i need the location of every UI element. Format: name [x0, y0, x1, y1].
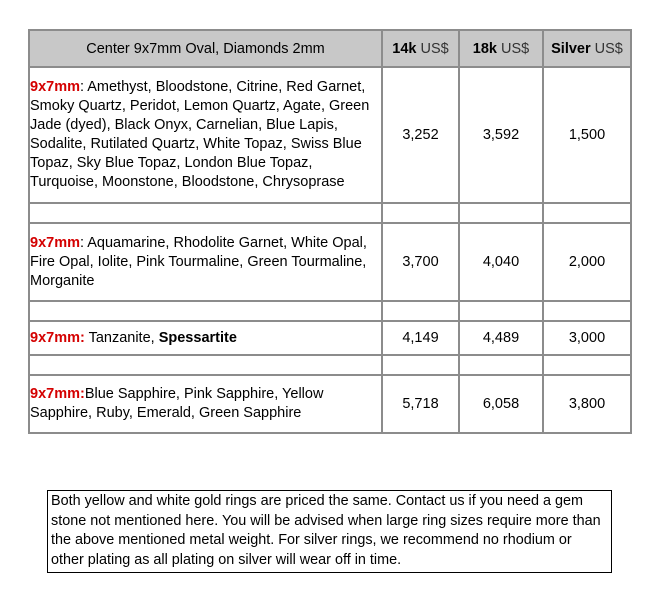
table-row	[29, 223, 631, 301]
size-label: 9x7mm	[30, 79, 80, 95]
spacer-row	[29, 355, 631, 375]
price-14k: 4,149	[382, 321, 459, 355]
table-row	[29, 375, 631, 433]
gem-names: Blue Sapphire, Pink Sapphire, Yellow Sapphire, Ruby, Emerald, Green Sapphire	[30, 386, 324, 421]
gem-names-bold: Spessartite	[158, 329, 237, 346]
table-row	[29, 321, 631, 355]
size-label: 9x7mm:	[30, 386, 85, 402]
pricing-note: Both yellow and white gold rings are priced the same. Contact us if you need a gem stone not mentioned here. You will be advised when large ring sizes require more than the above mentioned metal weight. For silver rings, we recommend no rhodium or other plating as all plating on silver will wear off in time.	[47, 490, 612, 573]
table-row	[29, 67, 631, 203]
gem-list	[29, 223, 382, 301]
price-18k: 4,040	[459, 223, 543, 301]
spacer-row	[29, 301, 631, 321]
price-silver: 2,000	[543, 223, 631, 301]
col-18k-header: 18k US$	[459, 30, 543, 67]
col-14k-header: 14k US$	[382, 30, 459, 67]
price-silver: 3,800	[543, 375, 631, 433]
gem-list	[29, 375, 382, 433]
price-18k: 3,592	[459, 67, 543, 203]
price-18k: 6,058	[459, 375, 543, 433]
price-14k: 3,252	[382, 67, 459, 203]
price-14k: 3,700	[382, 223, 459, 301]
gem-names: : Aquamarine, Rhodolite Garnet, White Opal, Fire Opal, Iolite, Pink Tourmaline, Green Tourmaline, Morganite	[30, 234, 367, 289]
gem-names: : Amethyst, Bloodstone, Citrine, Red Garnet, Smoky Quartz, Peridot, Lemon Quartz, Agate, Green Jade (dyed), Black Onyx, Carnelian, Blue Lapis, Sodalite, Rutilated Quartz, White Topaz, Swiss Blue Topaz, Sky Blue Topaz, London Blue Topaz, Turquoise, Moonstone, Bloodstone, Chrysoprase	[30, 79, 370, 190]
gem-names: Tanzanite,	[84, 329, 159, 346]
table-title: Center 9x7mm Oval, Diamonds 2mm	[29, 30, 382, 67]
price-18k: 4,489	[459, 321, 543, 355]
header-row	[29, 30, 631, 67]
gem-list	[29, 321, 382, 355]
col-silver-header: Silver US$	[543, 30, 631, 67]
spacer-row	[29, 203, 631, 223]
size-label: 9x7mm:	[30, 329, 85, 346]
price-table	[28, 29, 632, 434]
price-14k: 5,718	[382, 375, 459, 433]
price-silver: 1,500	[543, 67, 631, 203]
gem-list	[29, 67, 382, 203]
price-silver: 3,000	[543, 321, 631, 355]
size-label: 9x7mm	[30, 234, 80, 251]
